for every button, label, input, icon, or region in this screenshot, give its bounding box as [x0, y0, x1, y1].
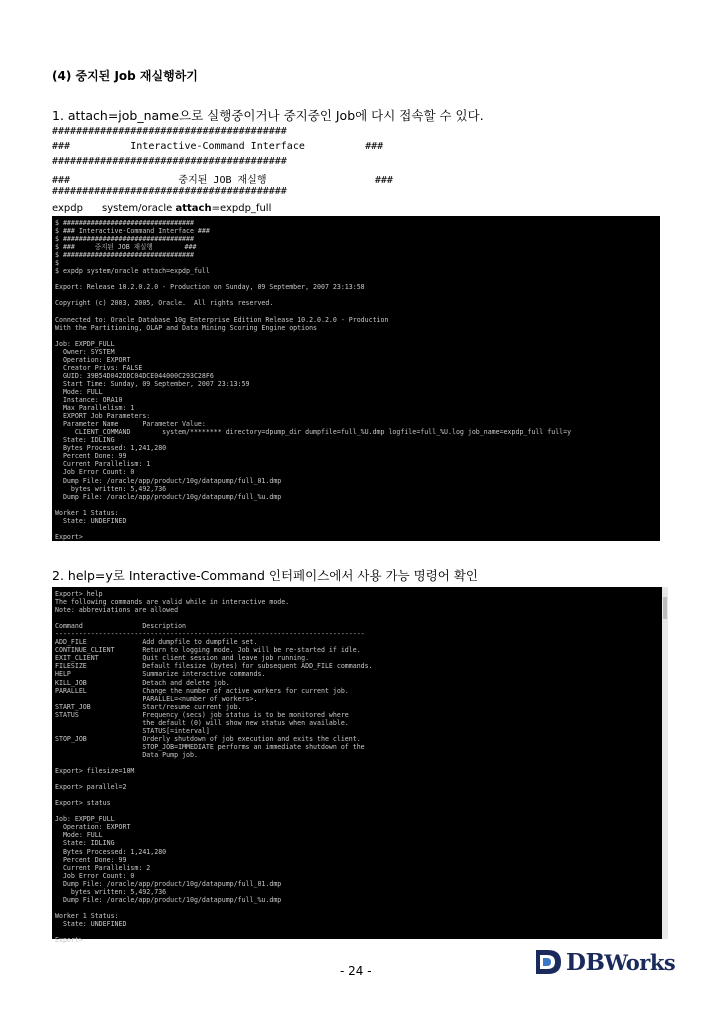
terminal-line: $ expdp system/oracle attach=expdp_full: [55, 267, 210, 276]
terminal-line: Dump File: /oracle/app/product/10g/datapump/full_%u.dmp: [55, 492, 282, 501]
terminal-line: Mode: FULL: [55, 831, 103, 840]
terminal-line: $ ### 중지된 JOB 재실행 ###: [55, 243, 197, 252]
terminal-line: Worker 1 Status:: [55, 508, 119, 517]
terminal-line: State: IDLING: [55, 839, 115, 848]
terminal-line: Worker 1 Status:: [55, 911, 119, 920]
terminal-line: With the Partitioning, OLAP and Data Mining Scoring Engine options: [55, 323, 318, 332]
terminal-line: [55, 501, 660, 509]
terminal-line: EXPORT Job Parameters:: [55, 412, 151, 421]
terminal-line: ADD_FILE Add dumpfile to dumpfile set.: [55, 638, 258, 647]
terminal-line: the default (0) will show new status when available.: [55, 718, 349, 727]
terminal-line: Owner: SYSTEM: [55, 347, 115, 356]
terminal-line: EXIT_CLIENT Quit client session and leave job running.: [55, 654, 310, 663]
terminal-line: $ #################################: [55, 251, 194, 260]
terminal-window-2: [52, 587, 668, 945]
terminal-line: State: IDLING: [55, 436, 115, 445]
terminal-line: bytes written: 5,492,736: [55, 887, 167, 896]
terminal-line: PARALLEL Change the number of active workers for current job.: [55, 686, 349, 695]
terminal-line: Percent Done: 99: [55, 855, 127, 864]
terminal-line: GUID: 39B54D042DDC04DCE044000C293C28F6: [55, 371, 214, 380]
terminal-line: [55, 525, 660, 533]
terminal-line: [55, 759, 668, 767]
terminal-line: $: [55, 259, 59, 268]
page-number: - 24 -: [340, 964, 372, 978]
terminal-line: Current Parallelism: 1: [55, 460, 151, 469]
dbworks-logo-text: DBWorks: [566, 948, 676, 976]
item-1-text: 1. attach=job_name으로 실행중이거나 중지중인 Job에 다시 접속할 수 있다.: [52, 108, 484, 123]
script-hash-line: #######################################: [52, 126, 287, 137]
terminal-line: $ ### Interactive-Command Interface ###: [55, 227, 210, 236]
terminal-line: [55, 291, 660, 299]
terminal-line: State: UNDEFINED: [55, 919, 127, 928]
terminal-line: Export>: [55, 936, 83, 945]
terminal-line: [55, 791, 668, 799]
command-line: [52, 203, 271, 214]
script-title-line: ### Interactive-Command Interface ###: [52, 141, 384, 152]
script-hash-line: #######################################: [52, 156, 287, 167]
terminal-line: HELP Summarize interactive commands.: [55, 670, 266, 679]
terminal-line: Dump File: /oracle/app/product/10g/datapump/full_01.dmp: [55, 879, 282, 888]
terminal-line: $ #################################: [55, 219, 194, 227]
terminal-line: Job: EXPDP_FULL: [55, 339, 115, 348]
terminal-line: PARALLEL=<number of workers>.: [55, 694, 258, 703]
terminal-line: Export> status: [55, 799, 111, 808]
terminal-window-1: [52, 216, 660, 541]
terminal-line: Instance: ORA10: [55, 396, 123, 405]
terminal-line: Bytes Processed: 1,241,280: [55, 444, 167, 453]
terminal-line: FILESIZE Default filesize (bytes) for subsequent ADD_FILE commands.: [55, 662, 373, 671]
terminal-line: Job: EXPDP_FULL: [55, 815, 115, 824]
terminal-line: CONTINUE_CLIENT Return to logging mode. Job will be re-started if idle.: [55, 646, 361, 655]
terminal-line: [55, 775, 668, 783]
terminal-line: [55, 807, 668, 815]
terminal-line: [55, 928, 668, 936]
terminal-line: CLIENT_COMMAND system/******** directory=dpump_dir dumpfile=full_%U.dmp logfile=full_%U.log job_name=expdp_full full=y: [55, 428, 572, 437]
scrollbar-thumb[interactable]: [663, 597, 667, 619]
terminal-line: Creator Privs: FALSE: [55, 363, 143, 372]
dbworks-logo: [534, 947, 675, 977]
terminal-line: Export>: [55, 532, 83, 541]
terminal-line: Dump File: /oracle/app/product/10g/datapump/full_01.dmp: [55, 476, 282, 485]
terminal-line: Operation: EXPORT: [55, 823, 131, 832]
terminal-line: STOP_JOB Orderly shutdown of job execution and exits the client.: [55, 734, 361, 743]
terminal-line: The following commands are valid while in interactive mode.: [55, 598, 290, 607]
terminal-line: State: UNDEFINED: [55, 516, 127, 525]
terminal-line: KILL_JOB Detach and delete job.: [55, 678, 230, 687]
terminal-line: Command Description: [55, 622, 187, 631]
terminal-line: [55, 332, 660, 340]
terminal-line: Mode: FULL: [55, 387, 103, 396]
terminal-line: Job Error Count: 0: [55, 468, 135, 477]
script-hash-line: #######################################: [52, 186, 287, 197]
terminal-line: [55, 904, 668, 912]
terminal-line: STATUS[=interval]: [55, 726, 210, 735]
terminal-line: $ #################################: [55, 235, 194, 244]
terminal-line: Copyright (c) 2003, 2005, Oracle. All rights reserved.: [55, 299, 274, 308]
terminal-line: bytes written: 5,492,736: [55, 484, 167, 493]
terminal-line: Export> parallel=2: [55, 783, 127, 792]
command-suffix: =expdp_full: [211, 203, 272, 214]
terminal-line: Bytes Processed: 1,241,280: [55, 847, 167, 856]
section-heading: (4) 중지된 Job 재실행하기: [52, 69, 198, 83]
terminal-line: Job Error Count: 0: [55, 871, 135, 880]
command-bold: attach: [175, 203, 212, 214]
dbworks-logo-mark-icon: [534, 947, 564, 977]
terminal-line: [55, 614, 668, 622]
item-2-text: 2. help=y로 Interactive-Command 인터페이스에서 사용 가능 명령어 확인: [52, 568, 478, 583]
terminal-line: [55, 275, 660, 283]
terminal-line: Export> filesize=10M: [55, 767, 135, 776]
scrollbar[interactable]: [662, 587, 668, 939]
terminal-line: [55, 308, 660, 316]
terminal-line: Export> help: [55, 590, 103, 598]
terminal-line: Current Parallelism: 2: [55, 863, 151, 872]
terminal-line: Percent Done: 99: [55, 452, 127, 461]
terminal-line: STOP_JOB=IMMEDIATE performs an immediate shutdown of the: [55, 742, 365, 751]
terminal-line: STATUS Frequency (secs) job status is to be monitored where: [55, 710, 349, 719]
terminal-line: Connected to: Oracle Database 10g Enterprise Edition Release 10.2.0.2.0 - Production: [55, 315, 389, 324]
terminal-line: Max Parallelism: 1: [55, 404, 135, 413]
terminal-line: Start Time: Sunday, 09 September, 2007 23:13:59: [55, 379, 250, 388]
command-prefix: expdp system/oracle: [52, 203, 176, 214]
terminal-line: Parameter Name Parameter Value:: [55, 420, 206, 429]
terminal-line: START_JOB Start/resume current job.: [55, 702, 242, 711]
terminal-line: Dump File: /oracle/app/product/10g/datapump/full_%u.dmp: [55, 895, 282, 904]
terminal-line: Note: abbreviations are allowed: [55, 606, 179, 615]
terminal-line: Operation: EXPORT: [55, 355, 131, 364]
terminal-line: Export: Release 10.2.0.2.0 - Production on Sunday, 09 September, 2007 23:13:58: [55, 283, 365, 292]
terminal-line: ------------------------------------------------------------------------------: [55, 630, 365, 639]
script-subtitle-line: ### 중지된 JOB 재실행 ###: [52, 175, 393, 186]
terminal-line: Data Pump job.: [55, 750, 198, 759]
